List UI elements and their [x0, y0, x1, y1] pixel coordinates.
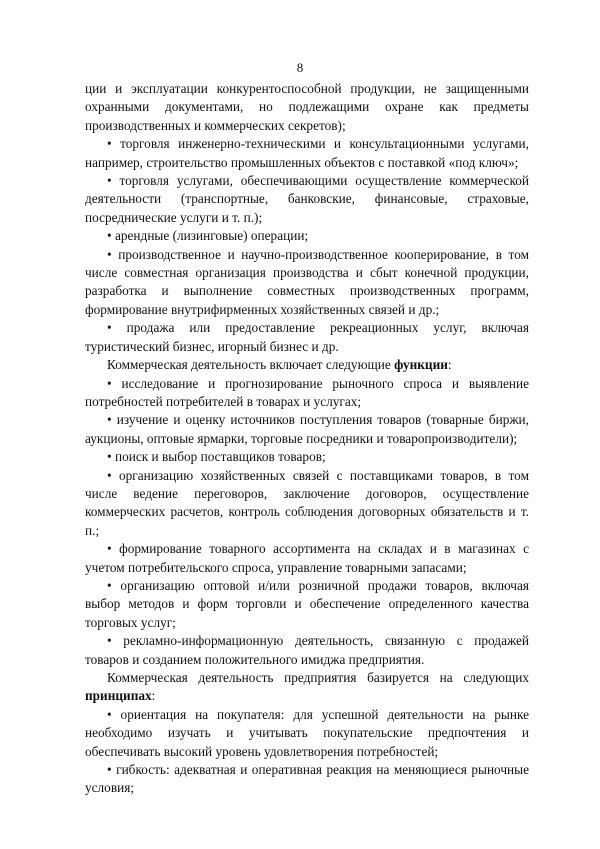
- bullet-item: • поиск и выбор поставщиков товаров;: [107, 449, 326, 465]
- bullet-item: • организацию оптовой и/или розничной продажи товаров, включая выбор методов и форм торговли и обеспечение определенного качества торговых услуг;: [85, 577, 529, 630]
- bullet-item: • производственное и научно-производственное кооперирование, в том числе совместная организация производства и сбыт конечной продукции, разработка и выполнение совместных производственных программ, формирование внутрифирменных хозяйственных связей и др.;: [85, 246, 529, 317]
- bullet-item: • гибкость: адекватная и оперативная реакция на меняющиеся рыночные условия;: [85, 762, 529, 796]
- bullet-item: • формирование товарного ассортимента на складах и в магазинах с учетом потребительского спроса, управление товарными запасами;: [85, 541, 529, 575]
- page-number: 8: [296, 60, 304, 75]
- bullet-item: • ориентация на покупателя: для успешной деятельности на рынке необходимо изучать и учитывать покупательские предпочтения и обеспечивать высокий уровень удовлетворения потребностей;: [85, 706, 529, 759]
- bullet-item: • организацию хозяйственных связей с поставщиками товаров, в том числе ведение переговоров, заключение договоров, осуществление коммерческих расчетов, контроль соблюдения договорных обязательств и т. п.;: [85, 467, 529, 538]
- bullet-item: • торговля услугами, обеспечивающими осуществление коммерческой деятельности (транспортные, банковские, финансовые, страховые, посреднические услуги и т. п.);: [85, 173, 529, 225]
- bullet-item: • рекламно-информационную деятельность, связанную с продажей товаров и созданием положительного имиджа предприятия.: [85, 633, 529, 667]
- functions-term: функции: [394, 357, 448, 373]
- principles-intro-paragraph: [85, 669, 529, 706]
- principles-term: принципах: [85, 688, 152, 704]
- paragraph-continuation: ции и эксплуатации конкурентоспособной продукции, не защищенными охранными документами, но подлежащими охране как предметы производственных и коммерческих секретов);: [85, 81, 529, 133]
- functions-intro-paragraph: [85, 356, 529, 374]
- bullet-item: • продажа или предоставление рекреационных услуг, включая туристический бизнес, игорный бизнес и др.: [85, 320, 529, 354]
- body-text: [85, 80, 529, 798]
- functions-intro-text: Коммерческая деятельность включает следующие: [107, 357, 395, 373]
- bullet-item: • изучение и оценку источников поступления товаров (товарные биржи, аукционы, оптовые ярмарки, торговые посредники и товаропроизводители);: [85, 412, 529, 446]
- bullet-item: • исследование и прогнозирование рыночного спроса и выявление потребностей потребителей в товарах и услугах;: [85, 375, 529, 409]
- bullet-item: • торговля инженерно-техническими и консультационными услугами, например, строительство промышленных объектов с поставкой «под ключ»;: [85, 136, 529, 170]
- principles-intro-text: Коммерческая деятельность предприятия базируется на следующих: [107, 670, 529, 685]
- functions-intro-colon: :: [447, 357, 452, 373]
- bullet-item: • арендные (лизинговые) операции;: [107, 228, 309, 244]
- principles-intro-colon: :: [151, 688, 156, 704]
